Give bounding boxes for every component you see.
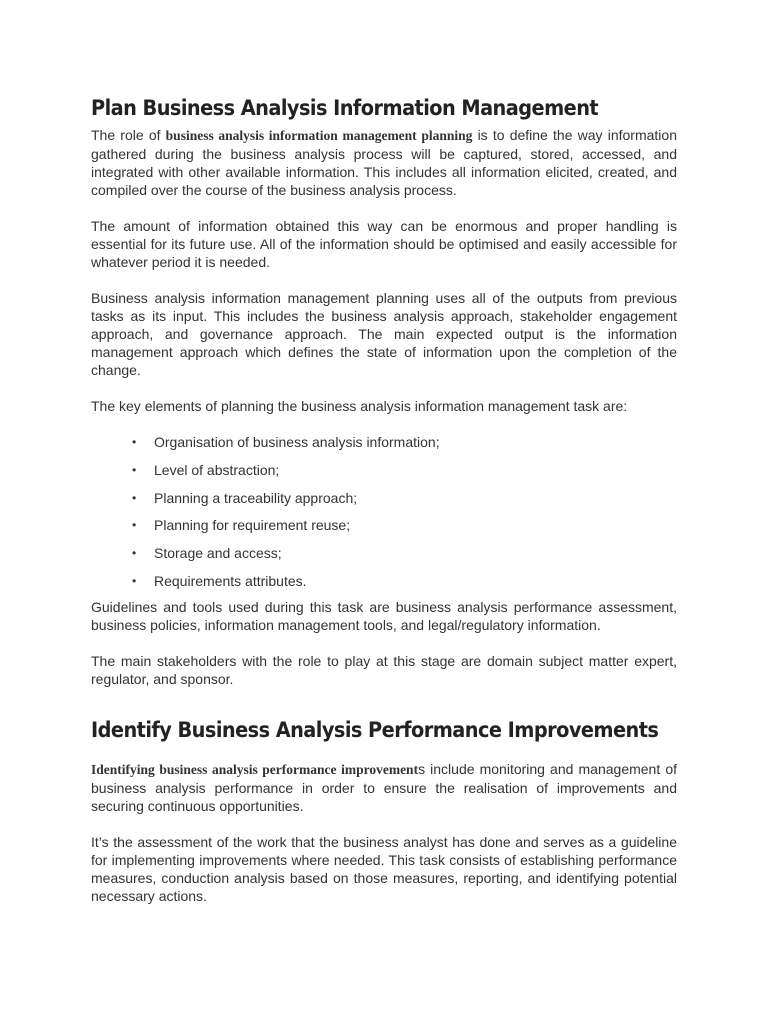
paragraph-role-definition — [91, 126, 677, 199]
paragraph-stakeholders: The main stakeholders with the role to play at this stage are domain subject matter expert, regulator, and sponsor. — [91, 652, 677, 687]
bullet-icon: • — [132, 462, 137, 477]
list-item — [132, 489, 677, 507]
list-item — [132, 544, 677, 562]
paragraph-guidelines-tools: Guidelines and tools used during this task are business analysis performance assessment, business policies, information management tools, and legal/regulatory information. — [91, 598, 677, 633]
paragraph-assessment: It’s the assessment of the work that the business analyst has done and serves as a guideline for implementing improvements where needed. This task consists of establishing performance measures, conduction analysis based on those measures, reporting, and identifying potential necessary actions. — [91, 833, 677, 904]
section-heading-performance-improvements: Identify Business Analysis Performance Improvements — [91, 717, 659, 742]
bullet-icon: • — [132, 518, 137, 533]
bullet-icon: • — [132, 546, 137, 561]
list-item — [132, 461, 677, 479]
key-elements-list — [91, 433, 677, 590]
list-item — [132, 572, 677, 590]
document-content — [91, 93, 677, 923]
paragraph-performance-definition — [91, 760, 677, 815]
bold-term: business analysis information management planning — [165, 128, 473, 143]
bullet-icon: • — [132, 435, 137, 449]
bullet-icon: • — [132, 490, 137, 505]
list-item-text: Level of abstraction; — [154, 461, 280, 478]
paragraph-text: is to define the way information gathered during the business analysis process will be captured, stored, accessed, and integrated with other available information. This includes all information elicited, created, and compiled over the course of the business analysis process. — [91, 127, 677, 198]
list-item-text: Planning a traceability approach; — [154, 489, 358, 506]
section-heading-plan-information-management: Plan Business Analysis Information Management — [91, 96, 599, 120]
bullet-icon: • — [132, 573, 137, 588]
list-item-text: Storage and access; — [154, 545, 282, 562]
list-item-text: Requirements attributes. — [154, 572, 307, 589]
paragraph-planning-inputs: Business analysis information management planning uses all of the outputs from previous tasks as its input. This includes the business analysis approach, stakeholder engagement approach, and governance approach. The main expected output is the information management approach which defines the state of information upon the completion of the change. — [91, 290, 677, 378]
list-item — [132, 433, 677, 451]
paragraph-text: s include monitoring and management of business analysis performance in order to ensure the realisation of improvements and securing continuous opportunities. — [91, 760, 677, 814]
list-item-text: Planning for requirement reuse; — [154, 517, 351, 534]
paragraph-information-amount: The amount of information obtained this way can be enormous and proper handling is essential for its future use. All of the information should be optimised and easily accessible for whatever period it is needed. — [91, 218, 677, 270]
paragraph-key-elements-intro: The key elements of planning the business analysis information management task are: — [91, 398, 628, 414]
list-item — [132, 516, 677, 534]
paragraph-text: The role of — [91, 127, 166, 143]
list-item-text: Organisation of business analysis information; — [154, 434, 440, 450]
bold-term: Identifying business analysis performance improvement — [91, 761, 419, 777]
